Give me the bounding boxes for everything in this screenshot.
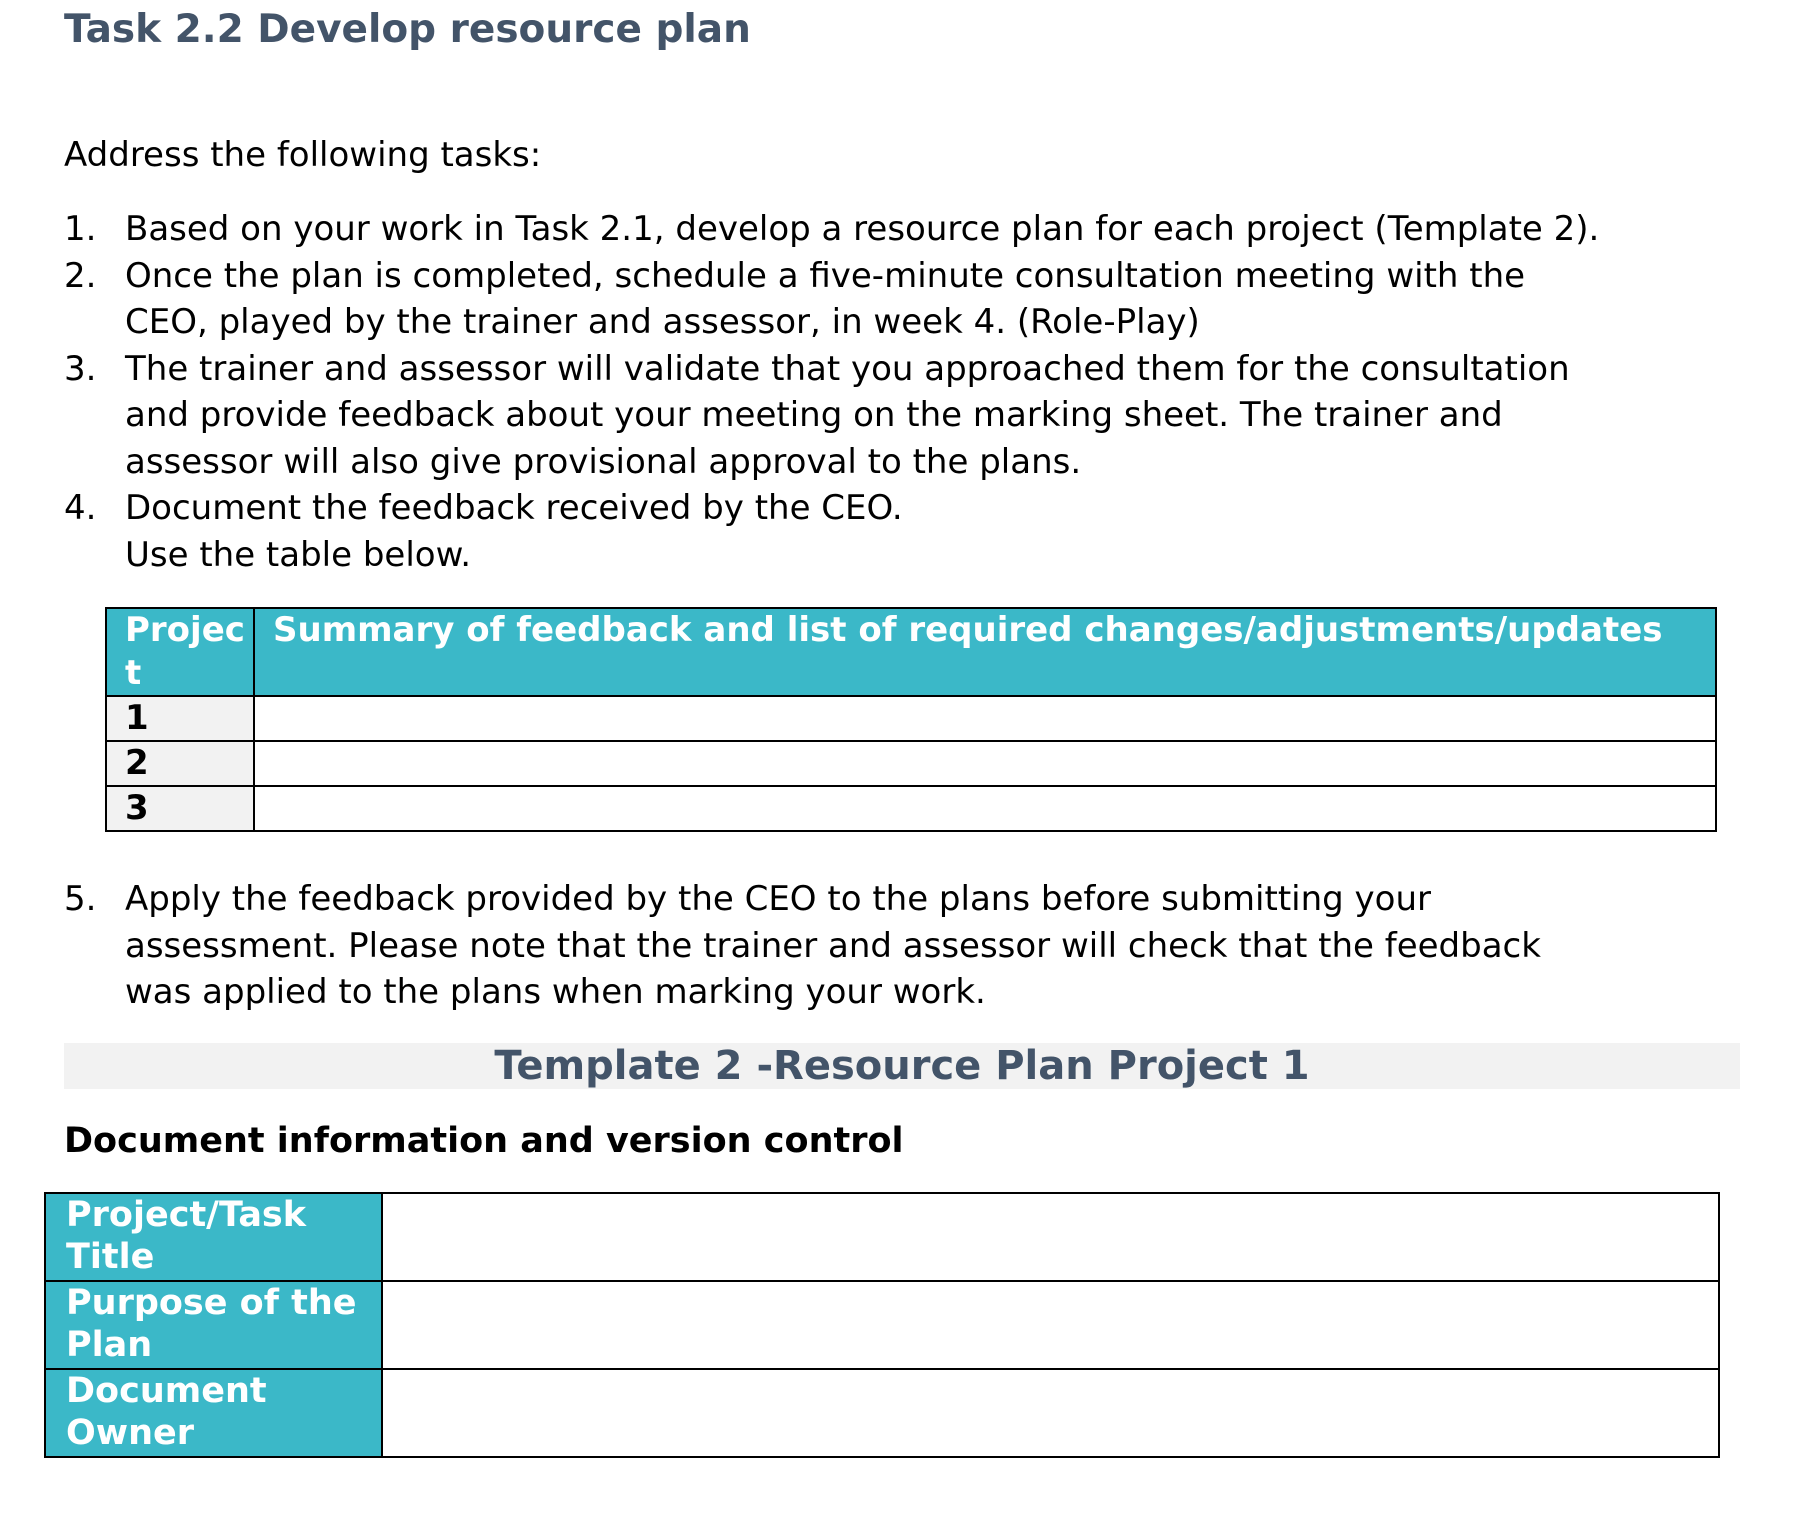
- project-task-title-label: Project/Task Title: [45, 1193, 382, 1281]
- table-row: [45, 1369, 1719, 1457]
- project-column-header: Project: [106, 608, 254, 696]
- step-number: 3.: [64, 348, 97, 389]
- feedback-summary-cell[interactable]: [254, 786, 1716, 831]
- table-row: [45, 1193, 1719, 1281]
- table-row: [106, 786, 1716, 831]
- project-number-cell: 2: [106, 741, 254, 786]
- task-list-continued: [64, 876, 1744, 1016]
- step-text: The trainer and assessor will validate that you approached them for the consultation: [125, 348, 1570, 389]
- task-step-2: [64, 253, 1744, 346]
- task-step-5: [64, 876, 1744, 1016]
- step-text: Use the table below.: [125, 534, 472, 575]
- feedback-table: [105, 607, 1717, 832]
- feedback-summary-cell[interactable]: [254, 696, 1716, 741]
- doc-info-heading: Document information and version control: [64, 1121, 904, 1161]
- step-text: assessment. Please note that the trainer and assessor will check that the feedback: [125, 925, 1541, 966]
- step-text: Once the plan is completed, schedule a five-minute consultation meeting with the: [125, 255, 1526, 296]
- task-step-1: [64, 206, 1744, 253]
- table-row: [106, 741, 1716, 786]
- task-step-4: [64, 485, 1744, 578]
- step-text: Based on your work in Task 2.1, develop a resource plan for each project (Template 2).: [125, 209, 1600, 249]
- project-number-cell: 1: [106, 696, 254, 741]
- project-task-title-field[interactable]: [382, 1193, 1719, 1281]
- step-text: assessor will also give provisional approval to the plans.: [125, 441, 1082, 482]
- purpose-of-plan-field[interactable]: [382, 1281, 1719, 1369]
- step-number: 4.: [64, 488, 97, 528]
- feedback-table-header-row: [106, 608, 1716, 696]
- task-heading: Task 2.2 Develop resource plan: [64, 7, 751, 52]
- feedback-summary-cell[interactable]: [254, 741, 1716, 786]
- table-row: [45, 1281, 1719, 1369]
- step-text: Apply the feedback provided by the CEO to the plans before submitting your: [125, 879, 1431, 919]
- step-text: CEO, played by the trainer and assessor, in week 4. (Role-Play): [125, 302, 1200, 342]
- summary-column-header: Summary of feedback and list of required changes/adjustments/updates: [254, 608, 1716, 696]
- project-number-cell: 3: [106, 786, 254, 831]
- task-list: [64, 206, 1744, 578]
- purpose-of-plan-label: Purpose of the Plan: [45, 1281, 382, 1369]
- table-row: [106, 696, 1716, 741]
- intro-text: Address the following tasks:: [64, 135, 542, 175]
- document-owner-field[interactable]: [382, 1369, 1719, 1457]
- step-number: 2.: [64, 255, 97, 296]
- task-step-3: [64, 346, 1744, 486]
- document-owner-label: Document Owner: [45, 1369, 382, 1457]
- step-number: 5.: [64, 879, 97, 919]
- document-info-table: [44, 1192, 1720, 1458]
- template-title: Template 2 -Resource Plan Project 1: [64, 1043, 1740, 1089]
- step-text: Document the feedback received by the CEO.: [125, 488, 903, 528]
- step-text: and provide feedback about your meeting on the marking sheet. The trainer and: [125, 395, 1503, 435]
- step-number: 1.: [64, 209, 97, 249]
- step-text: was applied to the plans when marking your work.: [125, 972, 986, 1012]
